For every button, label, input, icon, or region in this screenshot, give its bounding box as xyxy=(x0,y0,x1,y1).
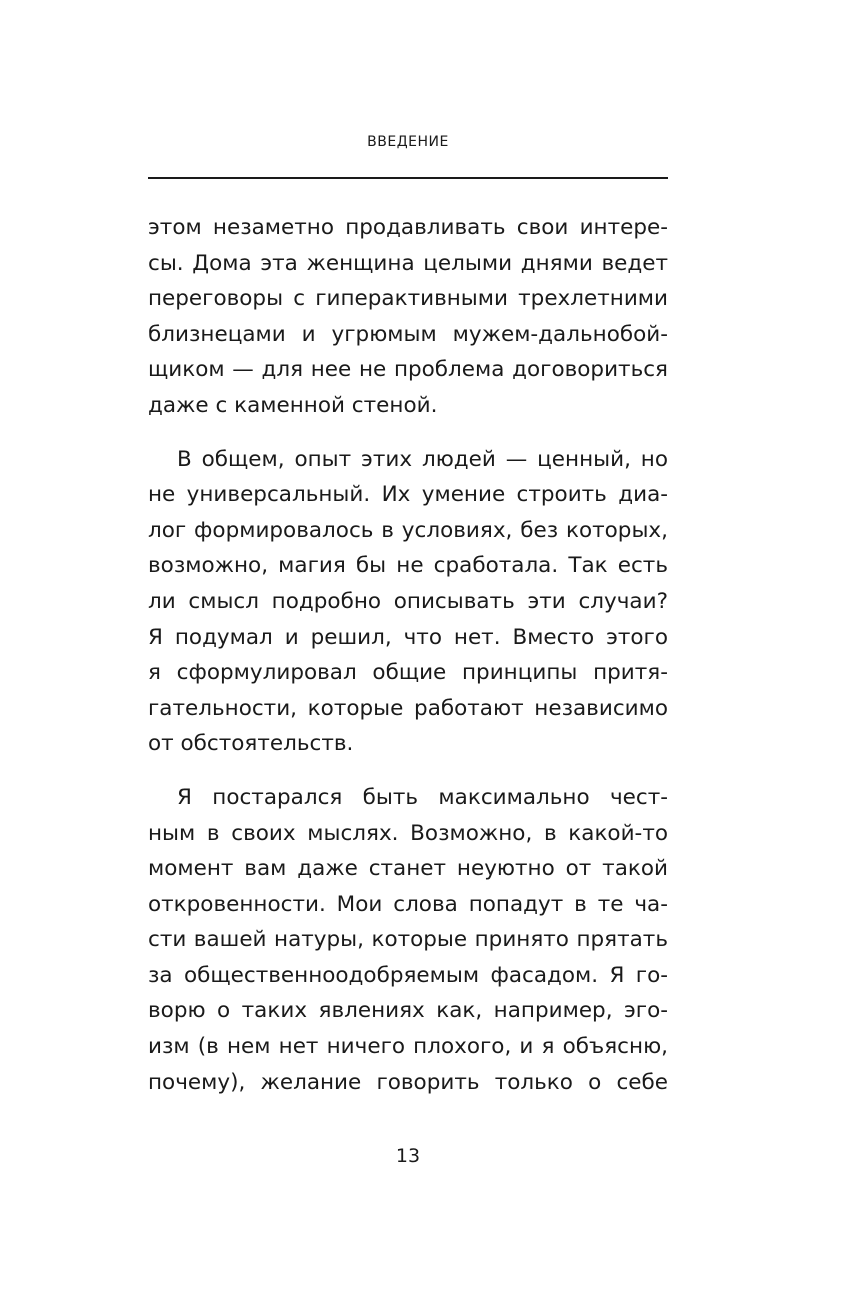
page-number: 13 xyxy=(395,1145,421,1167)
text-line: этом незаметно продавливать свои интере- xyxy=(148,215,668,240)
running-head: ВВЕДЕНИЕ xyxy=(367,134,449,150)
text-line: момент вам даже станет неуютно от такой xyxy=(148,856,668,882)
text-line: сти вашей натуры, которые принято прятать xyxy=(148,927,668,953)
paragraph-2 xyxy=(148,442,668,762)
body-text xyxy=(148,210,668,1118)
text-line: возможно, магия бы не сработала. Так есть xyxy=(148,553,668,579)
text-line: Я постарался быть максимально чест- xyxy=(177,784,668,810)
text-line: я сформулировал общие принципы притя- xyxy=(148,660,668,686)
text-line: почему), желание говорить только о себе xyxy=(148,1069,668,1095)
text-line: переговоры с гиперактивными трехлетними xyxy=(148,286,668,312)
text-line: близнецами и угрюмым мужем-дальнобой- xyxy=(148,321,668,347)
text-line: гательности, которые работают независимо xyxy=(148,695,668,721)
paragraph-3 xyxy=(148,780,668,1100)
text-line: Я подумал и решил, что нет. Вместо этого xyxy=(148,624,668,650)
text-line: откровенности. Мои слова попадут в те ча- xyxy=(148,891,668,917)
text-line: ли смысл подробно описывать эти случаи? xyxy=(148,588,668,614)
text-line: не универсальный. Их умение строить диа- xyxy=(148,482,668,508)
text-line: от обстоятельств. xyxy=(148,731,354,757)
paragraph-1 xyxy=(148,210,668,424)
text-line: ным в своих мыслях. Возможно, в какой-то xyxy=(148,820,668,846)
text-line: за общественноодобряемым фасадом. Я го- xyxy=(148,962,668,988)
text-line: В общем, опыт этих людей — ценный, но xyxy=(177,446,668,472)
text-line: ворю о таких явлениях как, например, эго- xyxy=(148,998,668,1024)
text-line: лог формировалось в условиях, без которых, xyxy=(148,517,668,543)
text-line: щиком — для нее не проблема договориться xyxy=(148,357,668,383)
text-line: даже с каменной стеной. xyxy=(148,392,438,418)
text-line: сы. Дома эта женщина целыми днями ведет xyxy=(148,250,668,276)
header-rule xyxy=(148,177,668,179)
text-line: изм (в нем нет ничего плохого, и я объясню, xyxy=(148,1034,668,1060)
